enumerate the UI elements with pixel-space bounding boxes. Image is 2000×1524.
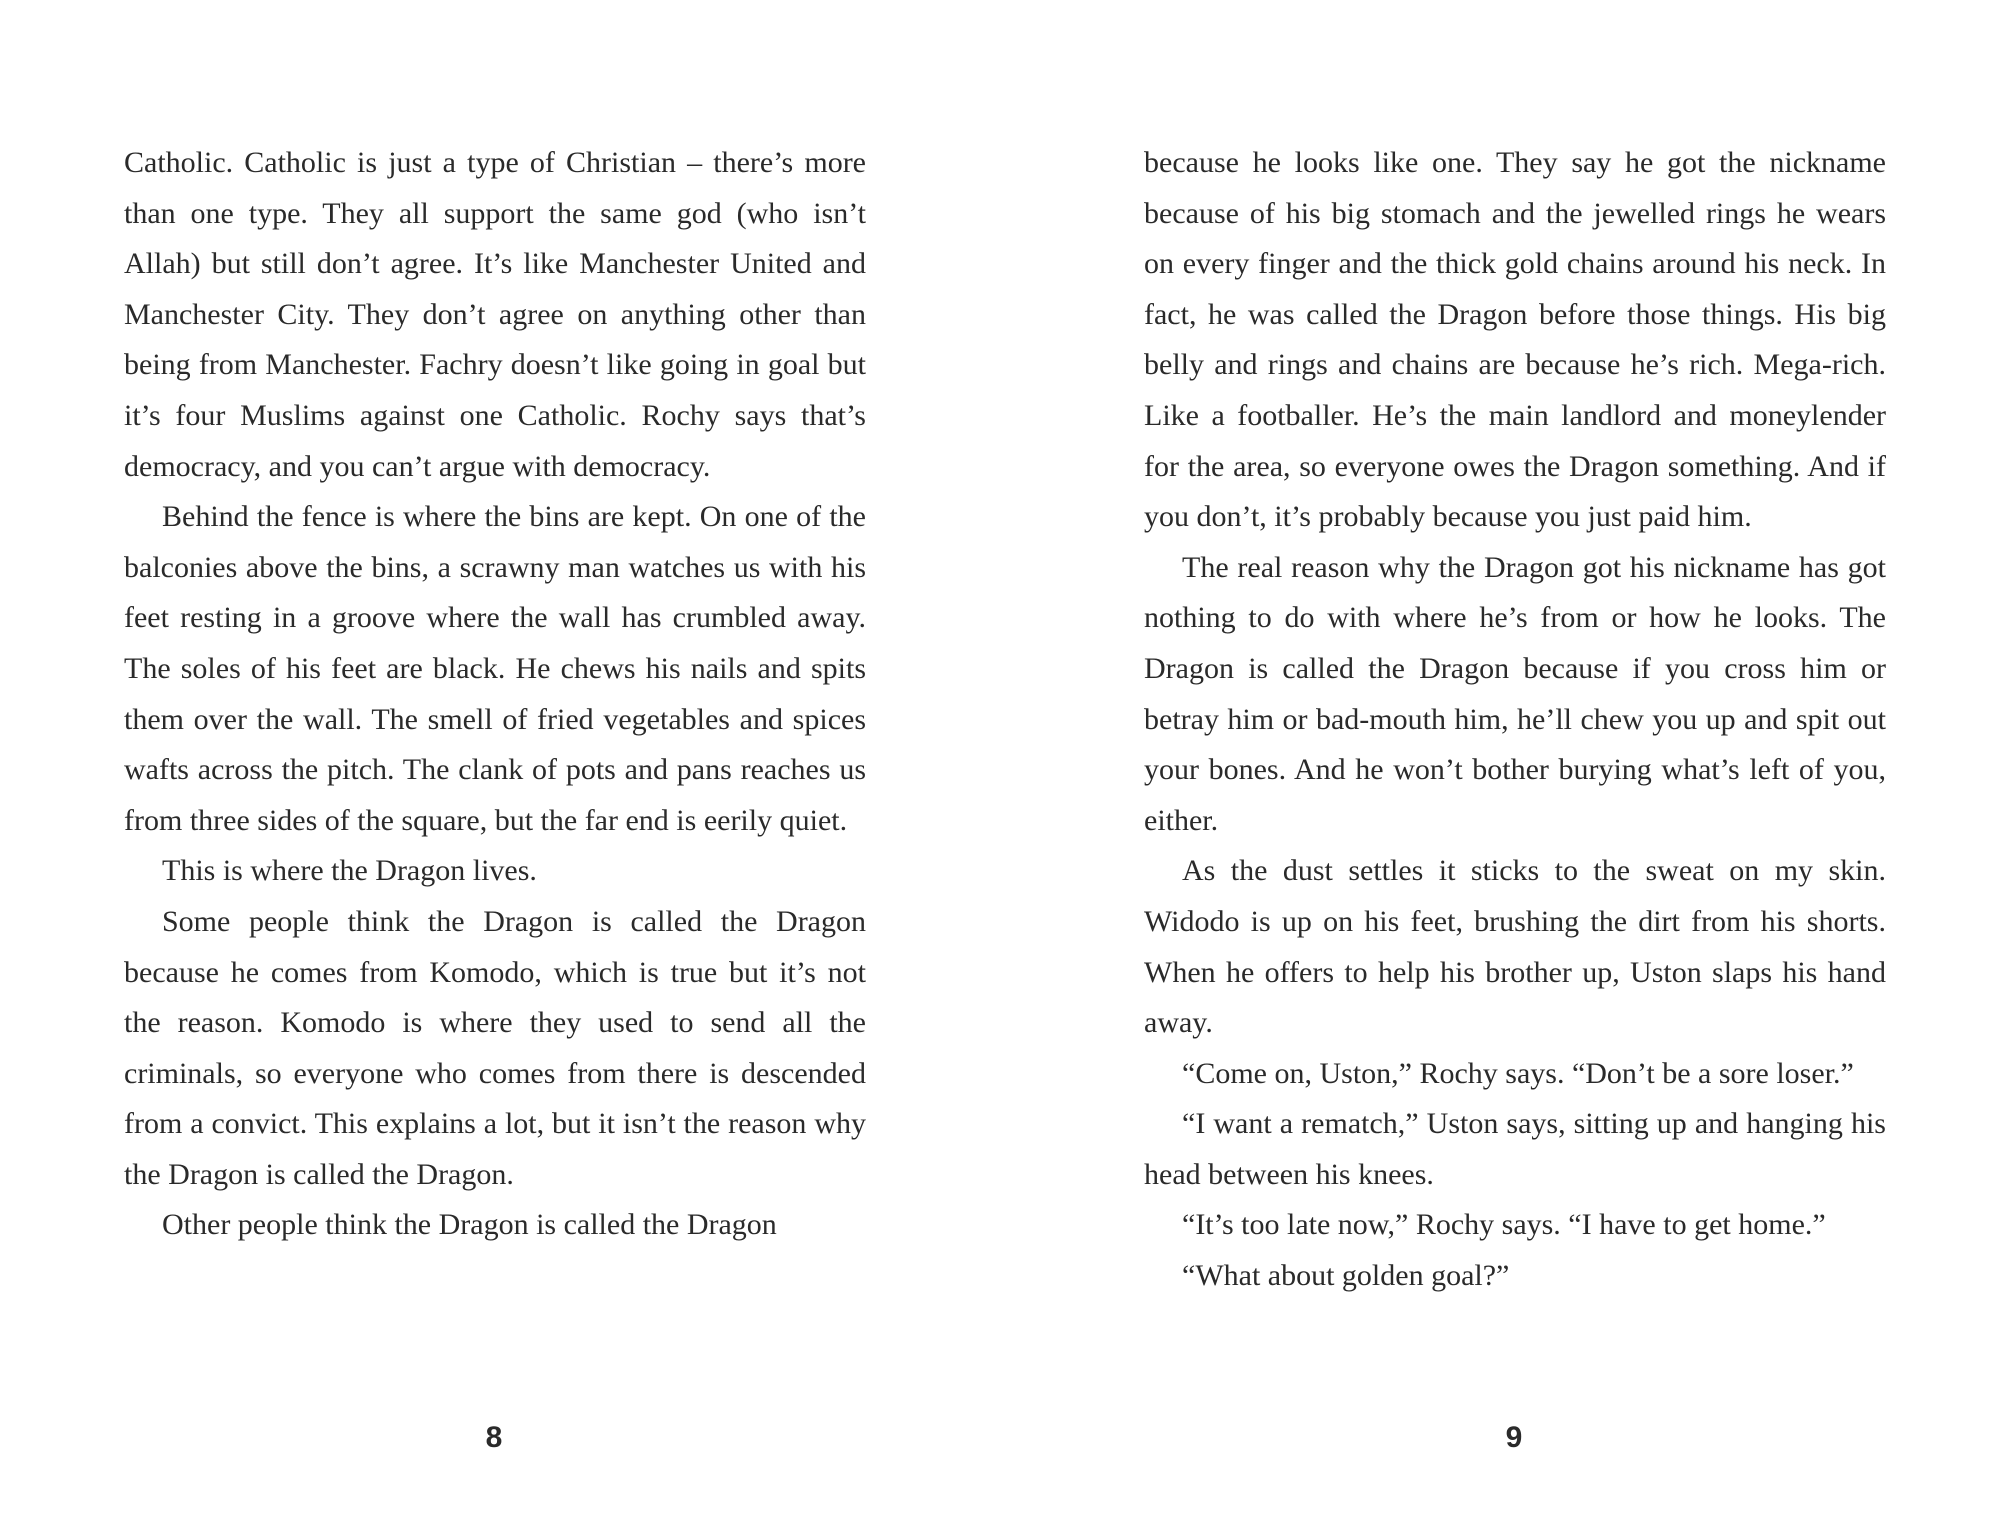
paragraph: Catholic. Catholic is just a type of Christian – there’s more than one type. They all support the same god (who isn’t Allah) but still don’t agree. It’s like Manchester United and Manchester City. They don’t agree on anything other than being from Manchester. Fachry doesn’t like going in goal but it’s four Muslims against one Catholic. Rochy says that’s democracy, and you can’t argue with democracy. bbox=[124, 146, 866, 483]
paragraph: Other people think the Dragon is called the Dragon bbox=[162, 1208, 777, 1242]
paragraph: “I want a rematch,” Uston says, sitting up and hanging his head between his knees. bbox=[1144, 1107, 1886, 1191]
paragraph: “What about golden goal?” bbox=[1182, 1259, 1510, 1293]
right-page-text bbox=[1144, 138, 1886, 1302]
paragraph: As the dust settles it sticks to the sweat on my skin. Widodo is up on his feet, brushing the dirt from his shorts. When he offers to help his brother up, Uston slaps his hand away. bbox=[1144, 854, 1886, 1040]
paragraph: “Come on, Uston,” Rochy says. “Don’t be a sore loser.” bbox=[1182, 1056, 1854, 1090]
paragraph: because he looks like one. They say he got the nickname because of his big stomach and the jewelled rings he wears on every finger and the thick gold chains around his neck. In fact, he was called the Dragon before those things. His big belly and rings and chains are because he’s rich. Mega-rich. Like a footballer. He’s the main landlord and moneylender for the area, so everyone owes the Dragon something. And if you don’t, it’s probably because you just paid him. bbox=[1144, 146, 1886, 534]
paragraph: The real reason why the Dragon got his nickname has got nothing to do with where he’s from or how he looks. The Dragon is called the Dragon because if you cross him or betray him or bad-mouth him, he’ll chew you up and spit out your bones. And he won’t bother burying what’s left of you, either. bbox=[1144, 550, 1886, 837]
left-page-text bbox=[124, 138, 866, 1251]
paragraph: This is where the Dragon lives. bbox=[162, 854, 537, 888]
page-number: 8 bbox=[485, 1421, 503, 1454]
paragraph: Behind the fence is where the bins are kept. On one of the balconies above the bins, a scrawny man watches us with his feet resting in a groove where the wall has crumbled away. The soles of his feet are black. He chews his nails and spits them over the wall. The smell of fried vegetables and spices wafts across the pitch. The clank of pots and pans reaches us from three sides of the square, but the far end is eerily quiet. bbox=[124, 500, 866, 837]
paragraph: “It’s too late now,” Rochy says. “I have to get home.” bbox=[1182, 1208, 1826, 1242]
right-page bbox=[1000, 0, 2000, 1524]
paragraph: Some people think the Dragon is called the Dragon because he comes from Komodo, which is true but it’s not the reason. Komodo is where they used to send all the criminals, so everyone who comes from there is descended from a convict. This explains a lot, but it isn’t the reason why the Dragon is called the Dragon. bbox=[124, 904, 866, 1191]
page-number: 9 bbox=[1505, 1421, 1523, 1454]
